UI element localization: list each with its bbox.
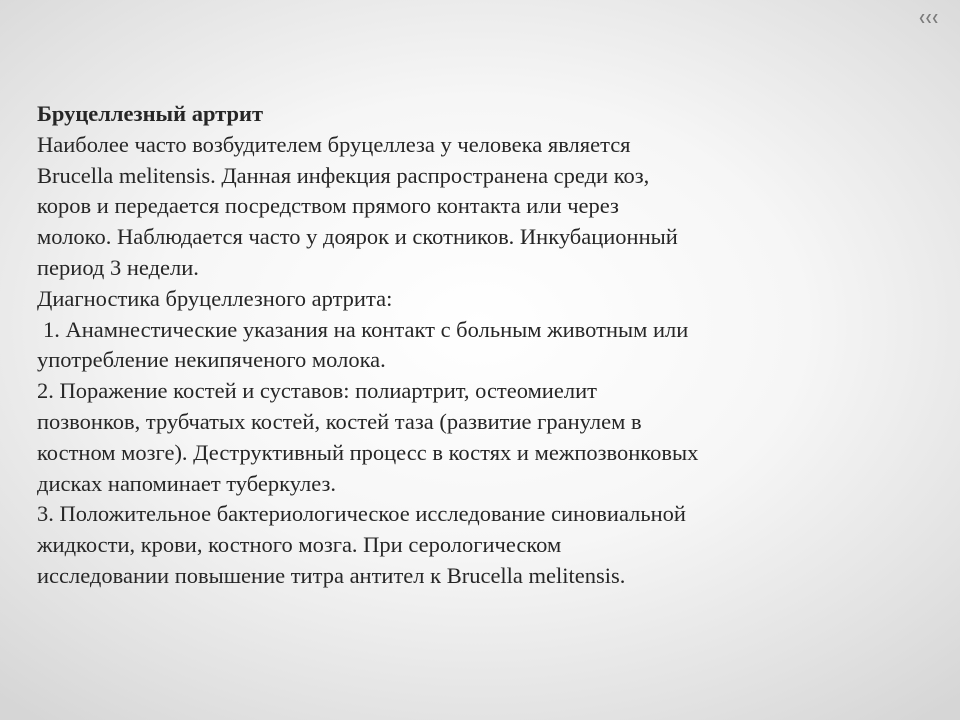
text-line: молоко. Наблюдается часто у доярок и скотников. Инкубационный (37, 224, 678, 250)
back-chevrons-icon[interactable]: ❮❮❮ (918, 14, 938, 24)
text-line: жидкости, крови, костного мозга. При серологическом (37, 532, 562, 558)
text-line: период 3 недели. (37, 254, 199, 280)
text-line: позвонков, трубчатых костей, костей таза (развитие гранулем в (37, 408, 642, 434)
list-item: 1. Анамнестические указания на контакт с больным животным или (43, 316, 689, 342)
text-line: костном мозге). Деструктивный процесс в костях и межпозвонковых (37, 439, 699, 465)
text-line: Brucella melitensis. Данная инфекция распространена среди коз, (37, 162, 650, 188)
slide-body (37, 99, 937, 592)
text-line: употребление некипяченого молока. (37, 347, 386, 373)
list-item: 3. Положительное бактериологическое исследование синовиальной (37, 501, 686, 527)
list-item: 2. Поражение костей и суставов: полиартрит, остеомиелит (37, 378, 597, 404)
text-line: исследовании повышение титра антител к Brucella melitensis. (37, 562, 626, 588)
slide-title: Бруцеллезный артрит (37, 101, 264, 126)
text-line: коров и передается посредством прямого контакта или через (37, 193, 619, 219)
text-line: Наиболее часто возбудителем бруцеллеза у человека является (37, 131, 631, 157)
section-heading: Диагностика бруцеллезного артрита: (37, 285, 393, 311)
text-line: дисках напоминает туберкулез. (37, 470, 337, 496)
